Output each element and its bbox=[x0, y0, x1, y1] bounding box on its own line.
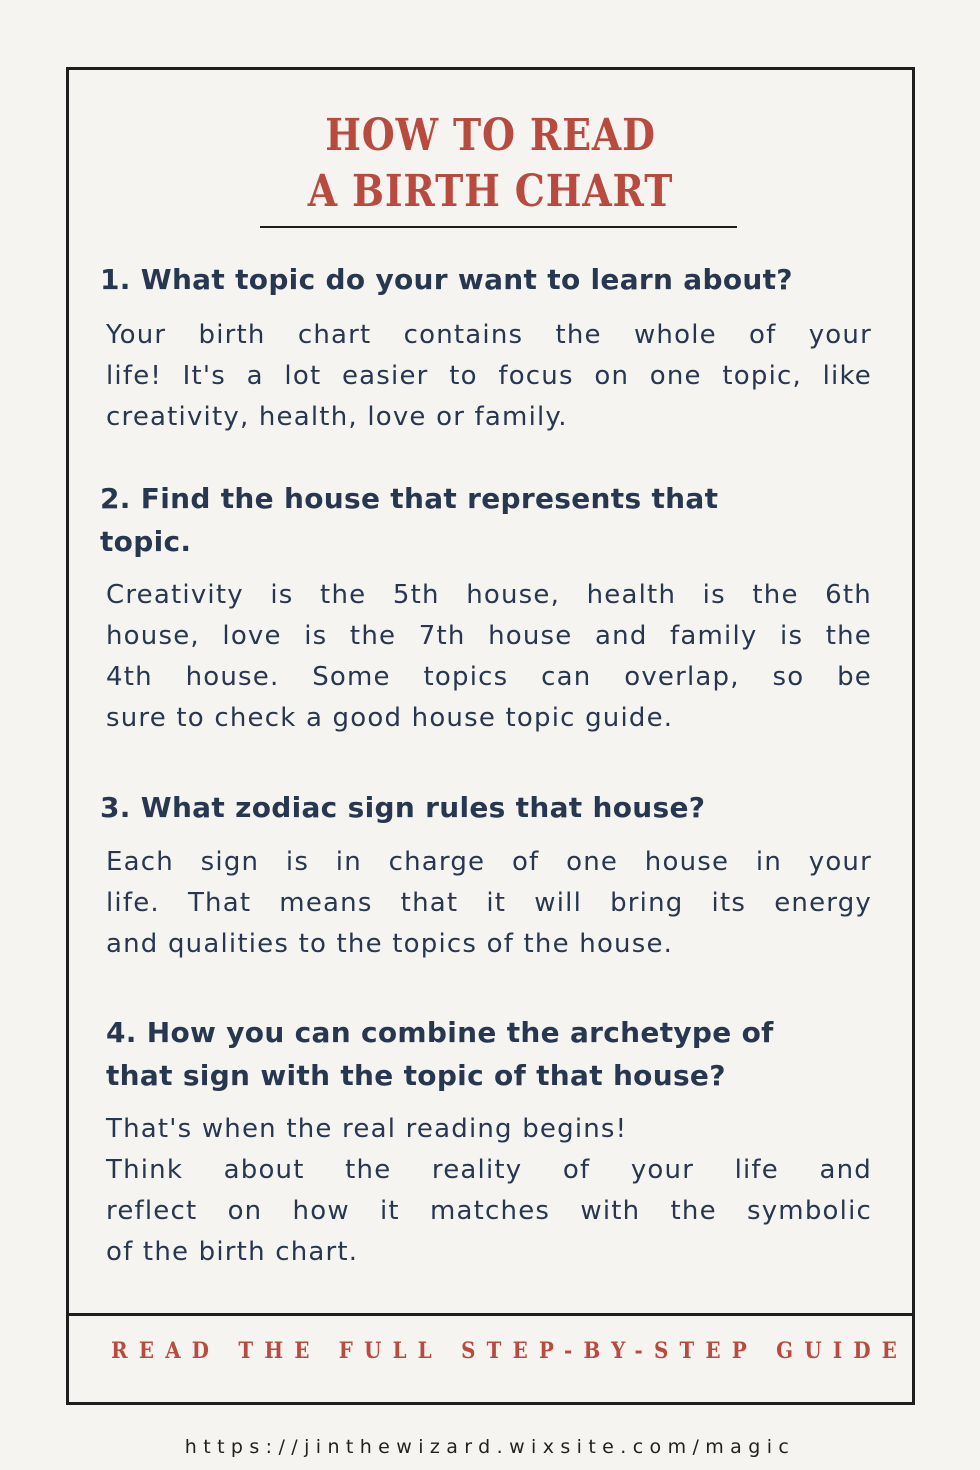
step-1-heading bbox=[100, 258, 880, 301]
step-4 bbox=[100, 1011, 880, 1273]
step-3-heading-line: 3. What zodiac sign rules that house? bbox=[100, 791, 706, 824]
step-1-body bbox=[106, 315, 872, 438]
step-1 bbox=[100, 258, 880, 438]
step-3 bbox=[100, 786, 880, 965]
step-2-body-line: sure to check a good house topic guide. bbox=[106, 703, 674, 733]
step-1-body-line: life! It's a lot easier to focus on one topic, like bbox=[106, 361, 872, 391]
step-3-body-line: and qualities to the topics of the house. bbox=[106, 929, 674, 959]
step-1-heading-line: 1. What topic do your want to learn about? bbox=[100, 263, 793, 296]
page-title bbox=[128, 108, 853, 220]
step-3-heading bbox=[100, 786, 880, 829]
step-2-body-line: Creativity is the 5th house, health is the 6th bbox=[106, 580, 872, 610]
step-4-body bbox=[106, 1109, 872, 1273]
step-2-body-line: house, love is the 7th house and family is the bbox=[106, 621, 872, 651]
cta-divider bbox=[69, 1313, 912, 1316]
step-4-body-line: Think about the reality of your life and bbox=[106, 1155, 872, 1185]
step-3-body-line: life. That means that it will bring its energy bbox=[106, 888, 872, 918]
step-2-heading-line: topic. bbox=[100, 525, 192, 558]
step-4-body-line: of the birth chart. bbox=[106, 1237, 359, 1267]
step-2 bbox=[100, 477, 880, 739]
title-divider bbox=[260, 226, 737, 228]
step-4-body-line: That's when the real reading begins! bbox=[106, 1114, 628, 1144]
title-line-1: HOW TO READ bbox=[325, 110, 656, 161]
step-1-body-line: creativity, health, love or family. bbox=[106, 402, 568, 432]
source-url: https://jinthewizard.wixsite.com/magic bbox=[184, 1436, 796, 1458]
read-full-guide-link[interactable]: READ THE FULL STEP-BY-STEP GUIDE bbox=[111, 1338, 909, 1364]
step-3-body bbox=[106, 842, 872, 965]
step-4-heading-line: that sign with the topic of that house? bbox=[106, 1059, 726, 1092]
step-4-body-line: reflect on how it matches with the symbolic bbox=[106, 1196, 872, 1226]
step-1-body-line: Your birth chart contains the whole of your bbox=[106, 320, 872, 350]
step-2-body-line: 4th house. Some topics can overlap, so be bbox=[106, 662, 872, 692]
step-4-heading-line: 4. How you can combine the archetype of bbox=[106, 1016, 774, 1049]
step-3-body-line: Each sign is in charge of one house in your bbox=[106, 847, 872, 877]
step-2-heading-line: 2. Find the house that represents that bbox=[100, 482, 719, 515]
title-line-2: A BIRTH CHART bbox=[307, 166, 674, 217]
step-2-body bbox=[106, 575, 872, 739]
step-4-heading bbox=[106, 1011, 880, 1097]
infographic-frame bbox=[66, 67, 915, 1405]
step-2-heading bbox=[100, 477, 880, 563]
